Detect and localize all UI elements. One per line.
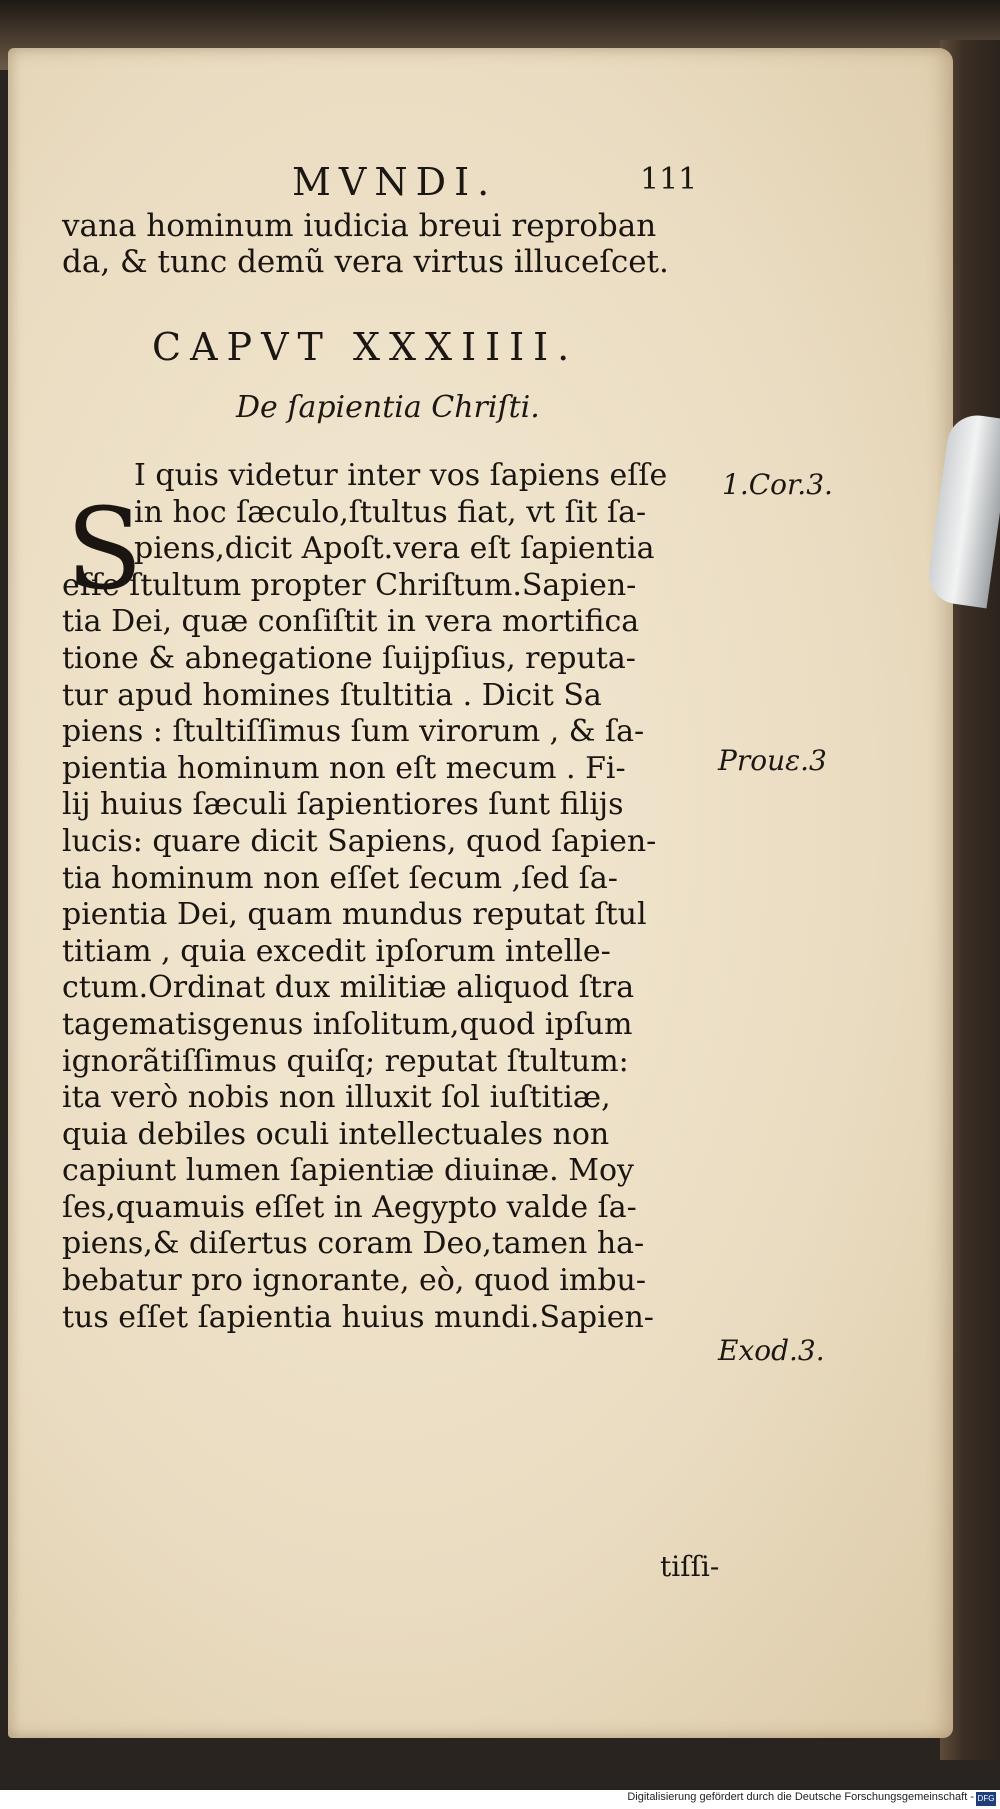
opening-lines (62, 208, 722, 280)
text-line: quia debiles oculi intellectuales non (62, 1116, 610, 1152)
margin-note-corinthians: 1.Cor.3. (722, 468, 833, 501)
text-line: tia Dei, quæ conſiſtit in vera mortifica (62, 604, 640, 640)
text-line: pientia Dei, quam mundus reputat ſtul (62, 897, 647, 933)
text-line: vana hominum iudicia breui reproban (62, 208, 657, 244)
text-line: ctum.Ordinat dux militiæ aliquod ſtra (62, 970, 635, 1006)
digitization-credit: Digitalisierung gefördert durch die Deutsche Forschungsgemeinschaft - (627, 1791, 974, 1803)
text-line: piens,dicit Apoſt.vera eſt ſapientia (134, 531, 655, 567)
text-line: ignorãtiſſimus quiſq; reputat ſtultum: (62, 1043, 629, 1079)
text-line: tus eſſet ſapientia huius mundi.Sapien- (62, 1299, 654, 1335)
text-line: eſſe ſtultum propter Chriſtum.Sapien- (62, 567, 637, 603)
margin-note-exodus: Exod.3. (718, 1334, 825, 1367)
margin-note-proverbs: Prouε.3 (718, 744, 827, 777)
text-line: lij huius ſæculi ſapientiores ſunt filijs (62, 787, 624, 823)
text-line: pientia hominum non eſt mecum . Fi- (62, 750, 626, 786)
text-line: piens,& diſertus coram Deo,tamen ha- (62, 1226, 645, 1262)
text-line: ſes,quamuis eſſet in Aegypto valde ſa- (62, 1189, 637, 1225)
catchword: tiſſi- (660, 1550, 720, 1583)
text-line: tione & abnegatione ſuijpſius, reputa- (62, 640, 636, 676)
chapter-title: CAPVT XXXIIII. (152, 325, 579, 369)
page-number: 111 (640, 162, 698, 197)
chapter-subtitle: De ſapientia Chriſti. (236, 390, 540, 425)
body-text (62, 458, 722, 1336)
text-line: tagematisgenus inſolitum,quod ipſum (62, 1006, 633, 1042)
text-line: ita verò nobis non illuxit ſol iuſtitiæ, (62, 1080, 611, 1116)
text-line: lucis: quare dicit Sapiens, quod ſapien- (62, 823, 657, 859)
text-line: tur apud homines ſtultitia . Dicit Sa (62, 677, 602, 713)
running-head: MVNDI. (292, 160, 498, 204)
text-line: I quis videtur inter vos ſapiens eſſe (134, 458, 668, 493)
text-line: bebatur pro ignorante, eò, quod imbu- (62, 1263, 646, 1299)
text-line: in hoc ſæculo,ſtultus fiat, vt ſit ſa- (134, 494, 647, 530)
text-line: capiunt lumen ſapientiæ diuinæ. Moy (62, 1153, 634, 1189)
text-line: da, & tunc demũ vera virtus illuceſcet. (62, 244, 669, 280)
text-line: titiam , quia excedit ipſorum intelle- (62, 933, 611, 969)
dfg-logo-icon: DFG (976, 1792, 996, 1806)
drop-cap: S (66, 485, 143, 615)
text-line: piens : ſtultiſſimus ſum virorum , & ſa- (62, 714, 645, 750)
text-line: tia hominum non eſſet ſecum ,ſed ſa- (62, 860, 618, 896)
